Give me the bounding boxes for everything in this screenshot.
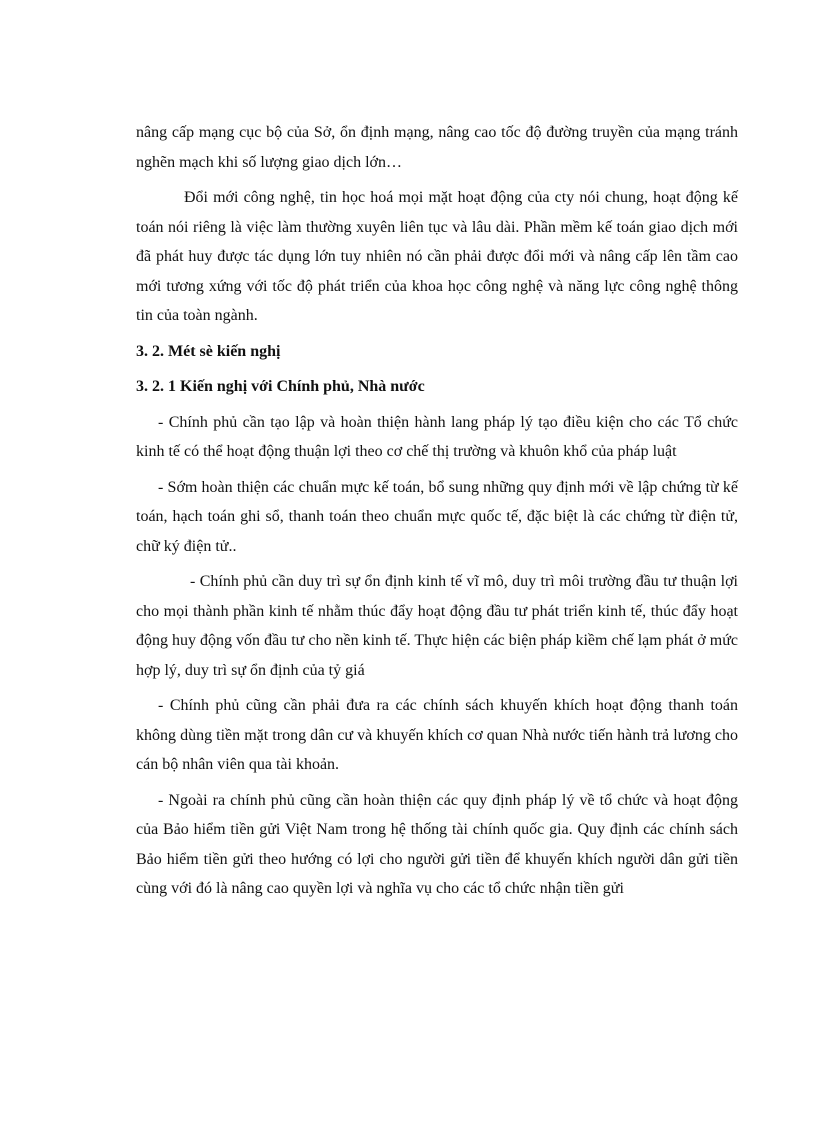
subsection-heading-government: 3. 2. 1 Kiến nghị với Chính phủ, Nhà nước (136, 378, 425, 395)
paragraph-accounting-standards: - Sớm hoàn thiện các chuẩn mực kế toán, bổ sung những quy định mới về lập chứng từ kế toán, hạch toán ghi sổ, thanh toán theo chuẩn mực quốc tế, đặc biệt là các chứng từ điện tử, chữ ký điện tử.. (136, 478, 738, 555)
paragraph-technology-renewal: Đổi mới công nghệ, tin học hoá mọi mặt hoạt động của cty nói chung, hoạt động kế toán nói riêng là việc làm thường xuyên liên tục và lâu dài. Phần mềm kế toán giao dịch mới đã phát huy được tác dụng lớn tuy nhiên nó cần phải được đổi mới và nâng cấp lên tầm cao mới tương xứng với tốc độ phát triển của khoa học công nghệ và năng lực công nghệ thông tin của toàn ngành. (136, 189, 738, 324)
paragraph-legal-framework: - Chính phủ cần tạo lập và hoàn thiện hành lang pháp lý tạo điều kiện cho các Tổ chức kinh tế có thể hoạt động thuận lợi theo cơ chế thị trường và khuôn khổ của pháp luật (136, 413, 738, 460)
paragraph-cashless-payment: - Chính phủ cũng cần phải đưa ra các chính sách khuyến khích hoạt động thanh toán không dùng tiền mặt trong dân cư và khuyến khích cơ quan Nhà nước tiến hành trả lương cho cán bộ nhân viên qua tài khoản. (136, 697, 738, 773)
paragraph-macro-stability: - Chính phủ cần duy trì sự ổn định kinh tế vĩ mô, duy trì môi trường đầu tư thuận lợi cho mọi thành phần kinh tế nhằm thúc đẩy hoạt động đầu tư phát triển kinh tế, thúc đẩy hoạt động huy động vốn đầu tư cho nền kinh tế. Thực hiện các biện pháp kiềm chế lạm phát ở mức hợp lý, duy trì sự ổn định của tỷ giá (136, 573, 738, 679)
document-body (136, 118, 738, 910)
section-heading-recommendations: 3. 2. Mét sè kiến nghị (136, 342, 281, 360)
paragraph-deposit-insurance: - Ngoài ra chính phủ cũng cần hoàn thiện các quy định pháp lý về tổ chức và hoạt động của Bảo hiểm tiền gửi Việt Nam trong hệ thống tài chính quốc gia. Quy định các chính sách Bảo hiểm tiền gửi theo hướng có lợi cho người gửi tiền để khuyến khích người dân gửi tiền cùng với đó là nâng cao quyền lợi và nghĩa vụ cho các tổ chức nhận tiền gửi (136, 791, 738, 897)
paragraph-network-upgrade: nâng cấp mạng cục bộ của Sở, ổn định mạng, nâng cao tốc độ đường truyền của mạng tránh nghẽn mạch khi số lượng giao dịch lớn… (136, 124, 738, 171)
